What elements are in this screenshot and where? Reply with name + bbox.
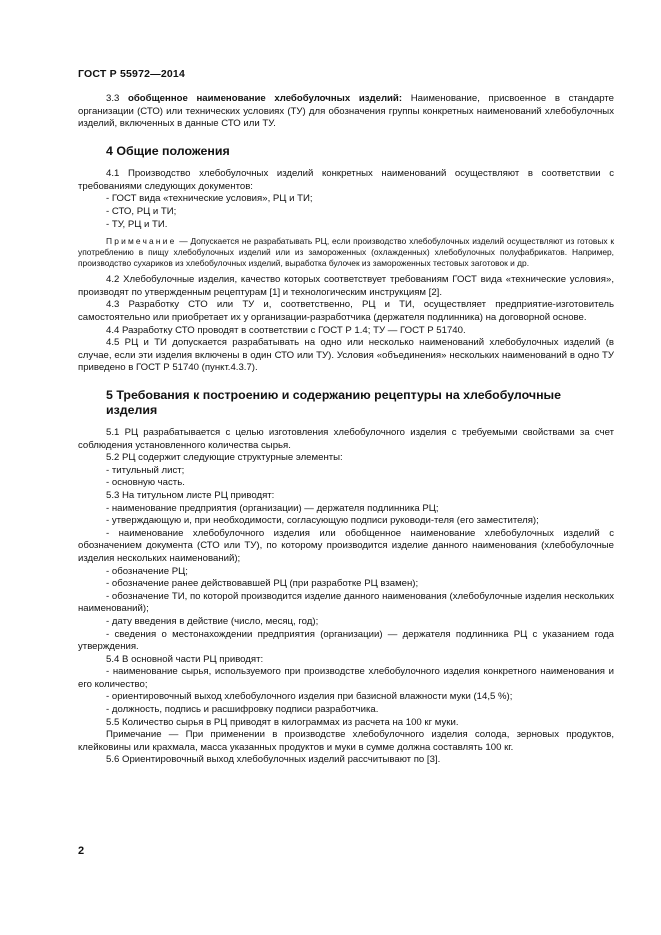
clause-4-4: 4.4 Разработку СТО проводят в соответствии с ГОСТ Р 1.4; ТУ — ГОСТ Р 51740. <box>106 324 466 336</box>
clause-5-1: 5.1 РЦ разрабатывается с целью изготовления хлебобулочного изделия с требуемыми свойствами за счет соблюдения установленного количества сырья. <box>78 427 614 451</box>
clause-5-3: 5.3 На титульном листе РЦ приводят: <box>106 489 275 501</box>
list-item: - обозначение РЦ; <box>106 565 188 577</box>
note-5-5: Примечание — При применении в производстве хлебобулочного изделия солода, зерновых продуктов, клейковины или крахмала, масса указанных продуктов и муки в сумме должна составлять 100 кг. <box>78 729 614 753</box>
list-item: - обозначение ТИ, по которой производится изделие данного наименования (хлебобулочные изделия нескольких наименований); <box>78 590 614 615</box>
document-header: ГОСТ Р 55972—2014 <box>78 68 186 80</box>
list-item: - наименование хлебобулочного изделия или обобщенное наименование хлебобулочных изделий с обозначением документа (СТО или ТУ), по которому производится изделие данного наименования (хлебобулочные изделия нескольких наименований); <box>78 527 614 564</box>
section-5-title: 5 Требования к построению и содержанию рецептуры на хлебобулочные изделия <box>106 388 562 417</box>
note-text: — Допускается не разрабатывать РЦ, если производство хлебобулочных изделий осуществляют из готовых к употреблению в пищу хлебобулочных изделий или из замороженных (охлажденных) хлебобулочных полуфабрикатов. Например, производство сухариков из хлебобулочных изделий, выработка булочек из замороженных тестовых заготовок и др. <box>78 236 614 269</box>
list-item: - титульный лист; <box>106 464 185 476</box>
clause-number: 3.3 <box>106 93 129 104</box>
definition-text: Наименование, присвоенное в стандарте организации (СТО) или технических условиях (ТУ) для обозначения группы конкретных наименований хлебобулочных изделий, включенных в данные СТО или ТУ. <box>78 93 614 130</box>
list-item: - наименование предприятия (организации) — держателя подлинника РЦ; <box>106 502 439 514</box>
list-item: - обозначение ранее действовавшей РЦ (при разработке РЦ взамен); <box>106 578 419 590</box>
clause-5-5: 5.5 Количество сырья в РЦ приводят в килограммах из расчета на 100 кг муки. <box>106 716 459 728</box>
note-label: Примечание <box>106 236 177 247</box>
clause-4-3: 4.3 Разработку СТО или ТУ и, соответственно, РЦ и ТИ, осуществляет предприятие-изготовитель самостоятельно или приобретает их у организации-разработчика (держателя подлинника) на договорной основе. <box>78 299 614 324</box>
list-item: - должность, подпись и расшифровку подписи разработчика. <box>106 704 379 716</box>
note-4 <box>78 236 614 269</box>
clause-3-3 <box>78 93 614 131</box>
list-item: - ориентировочный выход хлебобулочного изделия при базисной влажности муки (14,5 %); <box>106 691 513 703</box>
list-item: - наименование сырья, используемого при производстве хлебобулочного изделия конкретного наименования и его количество; <box>78 666 614 690</box>
clause-4-2: 4.2 Хлебобулочные изделия, качество которых соответствует требованиям ГОСТ вида «технические условия», производят по утвержденным рецептурам [1] и технологическим инструкциям [2]. <box>78 274 614 298</box>
section-4-title: 4 Общие положения <box>106 143 230 158</box>
clause-4-1: 4.1 Производство хлебобулочных изделий конкретных наименований осуществляют в соответствии с требованиями следующих документов: <box>78 168 614 192</box>
clause-5-2: 5.2 РЦ содержит следующие структурные элементы: <box>106 452 343 464</box>
list-item: - сведения о местонахождении предприятия (организации) — держателя подлинника РЦ с указанием года утверждения. <box>78 628 614 653</box>
clause-4-5: 4.5 РЦ и ТИ допускается разрабатывать на одно или несколько наименований хлебобулочных изделий (в случае, если эти изделия включены в один СТО или ТУ). Условия «объединения» нескольких наименований в одно ТУ приведено в ГОСТ Р 51740 (пункт.4.3.7). <box>78 337 614 374</box>
clause-5-4: 5.4 В основной части РЦ приводят: <box>106 653 264 665</box>
list-item: - утверждающую и, при необходимости, согласующую подписи руководи-теля (его заместителя); <box>106 515 539 527</box>
page-number: 2 <box>78 845 85 857</box>
list-item: - ТУ, РЦ и ТИ. <box>106 218 168 230</box>
list-item: - СТО, РЦ и ТИ; <box>106 206 177 218</box>
list-item: - ГОСТ вида «технические условия», РЦ и ТИ; <box>106 193 313 205</box>
list-item: - основную часть. <box>106 477 185 489</box>
defined-term: обобщенное наименование хлебобулочных изделий: <box>128 93 403 104</box>
list-item: - дату введения в действие (число, месяц, год); <box>106 615 319 627</box>
page-content <box>78 93 614 767</box>
clause-5-6: 5.6 Ориентировочный выход хлебобулочных изделий рассчитывают по [3]. <box>106 754 441 766</box>
